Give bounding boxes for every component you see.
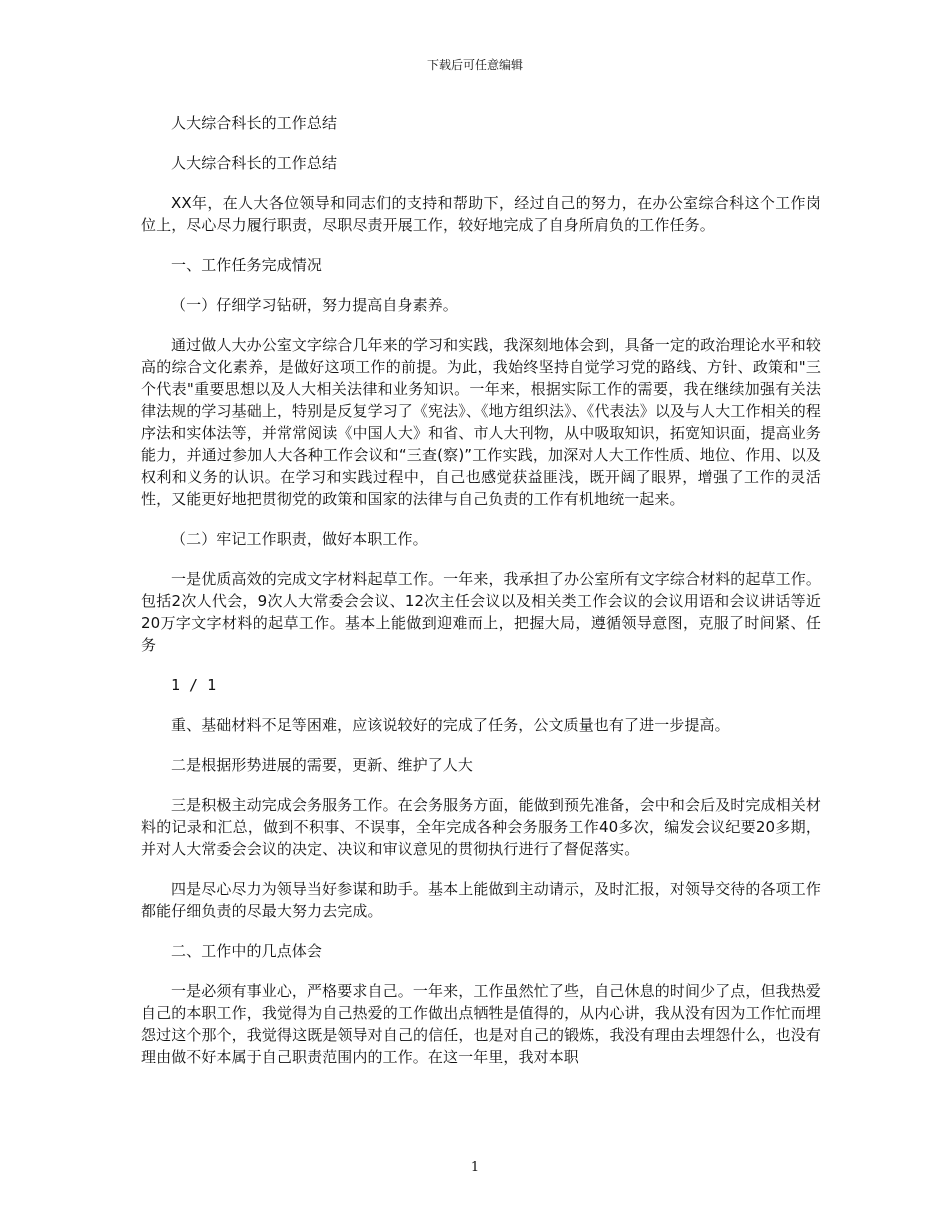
paragraph-meeting-service: 三是积极主动完成会务服务工作。在会务服务方面，能做到预先准备，会中和会后及时完成相关材料的记录和汇总，做到不积事、不误事，全年完成各种会务服务工作40多次，编发会议纪要20多期，并对人大常委会会议的决定、决议和审议意见的贯彻执行进行了督促落实。: [141, 796, 821, 858]
section-heading-2: 二、工作中的几点体会: [171, 942, 323, 960]
document-body: [141, 112, 821, 1086]
paragraph-update: 二是根据形势进展的需要，更新、维护了人大: [171, 756, 474, 774]
paragraph-study: 通过做人大办公室文字综合几年来的学习和实践，我深刻地体会到，具备一定的政治理论水平和较高的综合文化素养，是做好这项工作的前提。为此，我始终坚持自觉学习党的路线、方针、政策和"三个代表"重要思想以及人大相关法律和业务知识。一年来，根据实际工作的需要，我在继续加强有关法律法规的学习基础上，特别是反复学习了《宪法》、《地方组织法》、《代表法》以及与人大工作相关的程序法和实体法等，并常常阅读《中国人大》和省、市人大刊物，从中吸取知识，拓宽知识面，提高业务能力，并通过参加人大各种工作会议和“三查(察)”工作实践，加深对人大工作性质、地位、作用、以及权利和义务的认识。在学习和实践过程中，自己也感觉获益匪浅，既开阔了眼界，增强了工作的灵活性，又能更好地把贯彻党的政策和国家的法律与自己负责的工作有机地统一起来。: [141, 336, 821, 508]
paragraph-assistant: 四是尽心尽力为领导当好参谋和助手。基本上能做到主动请示，及时汇报，对领导交待的各项工作都能仔细负责的尽最大努力去完成。: [141, 880, 821, 920]
paragraph-drafting: 一是优质高效的完成文字材料起草工作。一年来，我承担了办公室所有文字综合材料的起草工作。包括2次人代会，9次人大常委会会议、12次主任会议以及相关类工作会议的会议用语和会议讲话等近20万字文字材料的起草工作。基本上能做到迎难而上，把握大局，遵循领导意图，克服了时间紧、任务: [141, 570, 821, 654]
document-title: 人大综合科长的工作总结: [171, 114, 338, 132]
page-header: 下载后可任意编辑: [426, 58, 523, 72]
document-subtitle: 人大综合科长的工作总结: [171, 154, 338, 172]
section-heading-1: 一、工作任务完成情况: [171, 256, 323, 274]
subsection-heading-1: （一）仔细学习钻研，努力提高自身素养。: [171, 296, 458, 314]
paragraph-intro: XX年，在人大各位领导和同志们的支持和帮助下，经过自己的努力，在办公室综合科这个工作岗位上，尽心尽力履行职责，尽职尽责开展工作，较好地完成了自身所肩负的工作任务。: [141, 194, 821, 234]
paragraph-continued: 重、基础材料不足等困难，应该说较好的完成了任务，公文质量也有了进一步提高。: [171, 716, 730, 734]
page-marker: 1 / 1: [171, 676, 217, 694]
paragraph-dedication: 一是必须有事业心，严格要求自己。一年来，工作虽然忙了些，自己休息的时间少了点，但我热爱自己的本职工作，我觉得为自己热爱的工作做出点牺牲是值得的，从内心讲，我从没有因为工作忙而埋怨过这个那个，我觉得这既是领导对自己的信任，也是对自己的锻炼，我没有理由去埋怨什么，也没有理由做不好本属于自己职责范围内的工作。在这一年里，我对本职: [141, 982, 821, 1066]
subsection-heading-2: （二）牢记工作职责，做好本职工作。: [171, 530, 428, 548]
page-number: 1: [470, 1160, 480, 1175]
